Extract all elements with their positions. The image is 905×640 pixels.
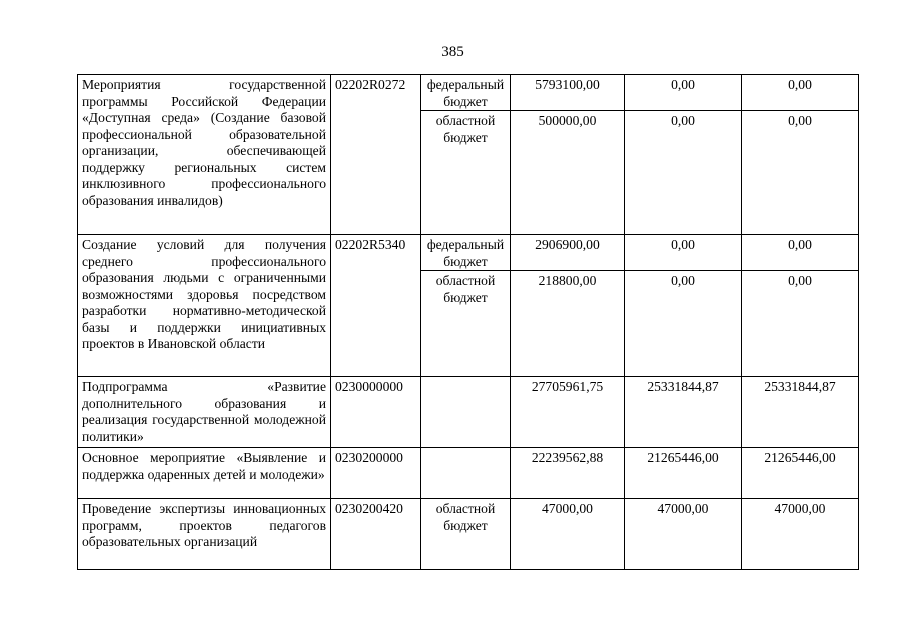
amount-year3-cell: 0,00	[742, 235, 859, 271]
funding-source-cell	[421, 377, 511, 448]
amount-year3-cell: 0,00	[742, 111, 859, 235]
funding-source-cell: областной бюджет	[421, 111, 511, 235]
table-row	[78, 377, 859, 448]
event-name-cell: Создание условий для получения среднего профессионального образования людьми с ограниченными возможностями здоровья посредством разработки нормативно-методической базы и поддержки инициативных проектов в Ивановской области	[78, 235, 331, 377]
event-name-cell: Подпрограмма «Развитие дополнительного образования и реализация государственной молодежной политики»	[78, 377, 331, 448]
funding-source-cell: областной бюджет	[421, 499, 511, 570]
amount-year1-cell: 218800,00	[511, 271, 625, 377]
amount-year2-cell: 0,00	[625, 235, 742, 271]
funding-source-cell: областной бюджет	[421, 271, 511, 377]
table-row	[78, 448, 859, 499]
target-code-cell: 02202R0272	[331, 75, 421, 235]
funding-source-cell: федеральный бюджет	[421, 235, 511, 271]
page-number: 385	[441, 44, 464, 60]
event-name-cell: Основное мероприятие «Выявление и поддержка одаренных детей и молодежи»	[78, 448, 331, 499]
funding-source-cell: федеральный бюджет	[421, 75, 511, 111]
funding-source-cell	[421, 448, 511, 499]
table-row	[78, 235, 859, 271]
amount-year1-cell: 22239562,88	[511, 448, 625, 499]
amount-year1-cell: 500000,00	[511, 111, 625, 235]
amount-year2-cell: 0,00	[625, 271, 742, 377]
amount-year2-cell: 21265446,00	[625, 448, 742, 499]
target-code-cell: 0230200420	[331, 499, 421, 570]
amount-year3-cell: 25331844,87	[742, 377, 859, 448]
event-name-cell: Мероприятия государственной программы Российской Федерации «Доступная среда» (Создание базовой профессиональной образовательной организации, обеспечивающей поддержку региональных систем инклюзивного профессионального образования инвалидов)	[78, 75, 331, 235]
amount-year3-cell: 0,00	[742, 271, 859, 377]
amount-year3-cell: 47000,00	[742, 499, 859, 570]
amount-year2-cell: 25331844,87	[625, 377, 742, 448]
table-row	[78, 499, 859, 570]
table-row	[78, 75, 859, 111]
amount-year3-cell: 21265446,00	[742, 448, 859, 499]
target-code-cell: 0230200000	[331, 448, 421, 499]
budget-table	[77, 74, 859, 570]
event-name-cell: Проведение экспертизы инновационных программ, проектов педагогов образовательных организаций	[78, 499, 331, 570]
amount-year1-cell: 47000,00	[511, 499, 625, 570]
amount-year1-cell: 27705961,75	[511, 377, 625, 448]
amount-year2-cell: 0,00	[625, 75, 742, 111]
amount-year1-cell: 2906900,00	[511, 235, 625, 271]
amount-year2-cell: 0,00	[625, 111, 742, 235]
amount-year3-cell: 0,00	[742, 75, 859, 111]
amount-year2-cell: 47000,00	[625, 499, 742, 570]
amount-year1-cell: 5793100,00	[511, 75, 625, 111]
target-code-cell: 02202R5340	[331, 235, 421, 377]
target-code-cell: 0230000000	[331, 377, 421, 448]
